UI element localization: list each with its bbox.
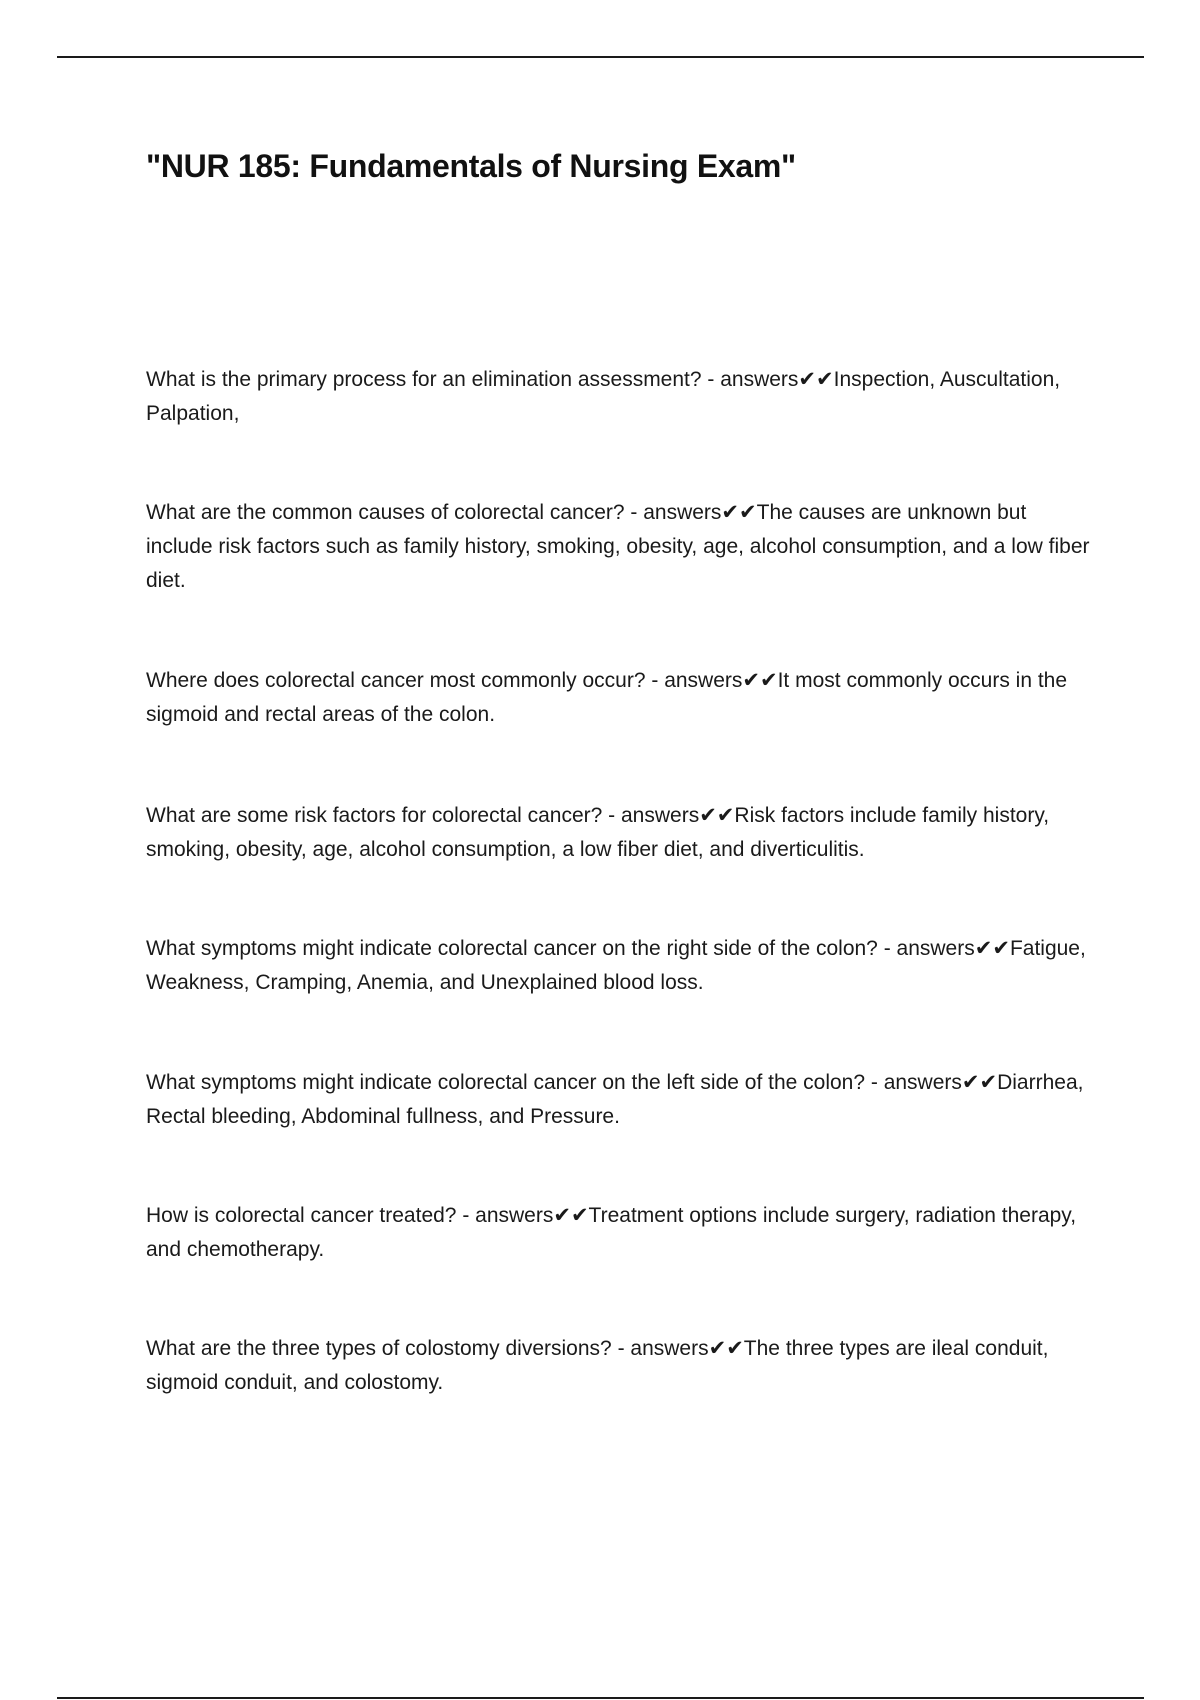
answer: Inspection, Auscultation, Palpation, [146,368,1061,425]
question: What symptoms might indicate colorectal cancer on the right side of the colon? [146,937,878,960]
qa-item-2 [146,496,1096,598]
answer-separator: - answers✔✔ [877,937,1010,960]
bottom-rule [57,1697,1144,1699]
question: Where does colorectal cancer most commonly occur? [146,669,646,692]
qa-item-3 [146,664,1096,732]
answer-separator: - answers✔✔ [624,501,757,524]
qa-item-1 [146,363,1096,431]
qa-item-4 [146,799,1096,867]
answer-separator: - answers✔✔ [865,1071,998,1094]
answer: Risk factors include family history, smoking, obesity, age, alcohol consumption, a low fiber diet, and diverticulitis. [146,804,1050,861]
question: What are some risk factors for colorectal cancer? [146,804,603,827]
answer-separator: - answers✔✔ [701,368,834,391]
answer: Fatigue, Weakness, Cramping, Anemia, and Unexplained blood loss. [146,937,1086,994]
answer-separator: - answers✔✔ [645,669,778,692]
answer: Treatment options include surgery, radiation therapy, and chemotherapy. [146,1204,1077,1261]
document-title: "NUR 185: Fundamentals of Nursing Exam" [146,148,796,184]
question: What symptoms might indicate colorectal cancer on the left side of the colon? [146,1071,866,1094]
answer-separator: - answers✔✔ [456,1204,589,1227]
answer-separator: - answers✔✔ [611,1337,744,1360]
question: What are the common causes of colorectal cancer? [146,501,625,524]
answer: Diarrhea, Rectal bleeding, Abdominal fullness, and Pressure. [146,1071,1084,1128]
top-rule [57,56,1144,58]
qa-item-5 [146,932,1096,1000]
answer: The three types are ileal conduit, sigmoid conduit, and colostomy. [146,1337,1049,1394]
qa-item-6 [146,1066,1096,1134]
qa-item-7 [146,1199,1096,1267]
answer: It most commonly occurs in the sigmoid and rectal areas of the colon. [146,669,1068,726]
qa-item-8 [146,1332,1096,1400]
question: How is colorectal cancer treated? [146,1204,457,1227]
question: What is the primary process for an elimination assessment? [146,368,702,391]
question: What are the three types of colostomy diversions? [146,1337,612,1360]
answer-separator: - answers✔✔ [602,804,735,827]
answer: The causes are unknown but include risk factors such as family history, smoking, obesity, age, alcohol consumption, and a low fiber diet. [146,501,1090,592]
